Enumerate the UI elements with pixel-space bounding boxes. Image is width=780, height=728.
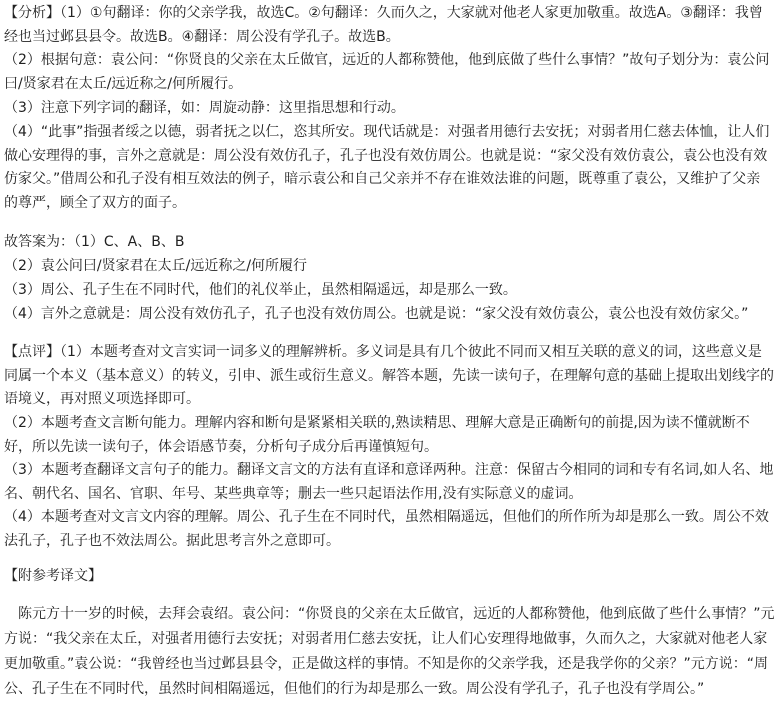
comment-paragraph-1: 【点评】（1）本题考查对文言实词一词多义的理解辨析。多义词是具有几个彼此不同而又相互关联的意义的词，这些意义是同属一个本义（基本意义）的转义，引申、派生或衍生意义。解答本题，先读一读句子，在理解句意的基础上提取出划线字的语境义，再对照义项选择即可。: [4, 344, 774, 407]
comment-paragraph-2: （2）本题考查文言断句能力。理解内容和断句是紧紧相关联的,熟读精思、理解大意是正确断句的前提,因为读不懂就断不好，所以先读一读句子，体会语感节奏，分析句子成分后再谨慎短句。: [4, 415, 750, 455]
answer-line-2: （2）袁公问曰/贤家君在太丘/远近称之/何所履行: [4, 258, 308, 274]
comment-paragraph-3: （3）本题考查翻译文言句子的能力。翻译文言文的方法有直译和意译两种。注意：保留古今相同的词和专有名词,如人名、地名、朝代名、国名、官职、年号、某些典章等；删去一些只起语法作用,没有实际意义的虚词。: [4, 462, 774, 502]
answer-line-4: （4）言外之意就是：周公没有效仿孔子，孔子也没有效仿周公。也就是说：“家父没有效仿袁公，袁公也没有效仿家父。”: [4, 306, 749, 322]
answer-line-3: （3）周公、孔子生在不同时代，他们的礼仪举止，虽然相隔遥远，却是那么一致。: [4, 282, 517, 298]
translation-paragraph: 陈元方十一岁的时候，去拜会袁绍。袁公问：“你贤良的父亲在太丘做官，远近的人都称赞他，他到底做了些什么事情？”元方说：“我父亲在太丘，对强者用德行去安抚；对弱者用仁慈去安抚，让人们心安理得地做事，久而久之，大家就对他老人家更加敬重。”袁公说：“我曾经也当过邺县县令，正是做这样的事情。不知是你的父亲学我，还是我学你的父亲？”元方说：“周公、孔子生在不同时代，虽然时间相隔遥远，但他们的行为却是那么一致。周公没有学孔子，孔子也没有学周公。”: [4, 606, 775, 697]
answer-line-1: 故答案为：（1）C、A、B、B: [4, 234, 185, 250]
comment-paragraph-4: （4）本题考查对文言文内容的理解。周公、孔子生在不同时代，虽然相隔遥远，但他们的所作所为却是那么一致。周公不效法孔子，孔子也不效法周公。据此思考言外之意即可。: [4, 509, 769, 549]
analysis-paragraph-3: （3）注意下列字词的翻译，如：周旋动静：这里指思想和行动。: [4, 100, 405, 116]
analysis-paragraph-4: （4）“此事”指强者绥之以德，弱者抚之以仁，恣其所安。现代话就是：对强者用德行去安抚；对弱者用仁慈去体恤，让人们做心安理得的事，言外之意就是：周公没有效仿孔子，孔子也没有效仿周公。也就是说：“家父没有效仿袁公，袁公也没有效仿家父。”借周公和孔子没有相互效法的例子，暗示袁公和自己父亲并不存在谁效法谁的问题，既尊重了袁公，又维护了父亲的尊严，顾全了双方的面子。: [4, 124, 770, 211]
analysis-paragraph-1: 【分析】（1）①句翻译：你的父亲学我，故选C。②句翻译：久而久之，大家就对他老人家更加敬重。故选A。③翻译：我曾经也当过邺县县令。故选B。④翻译：周公没有学孔子。故选B。: [4, 5, 763, 45]
analysis-paragraph-2: （2）根据句意：袁公问：“你贤良的父亲在太丘做官，远近的人都称赞他，他到底做了些什么事情？”故句子划分为：袁公问曰/贤家君在太丘/远近称之/何所履行。: [4, 52, 770, 92]
translation-heading: 【附参考译文】: [4, 568, 102, 584]
